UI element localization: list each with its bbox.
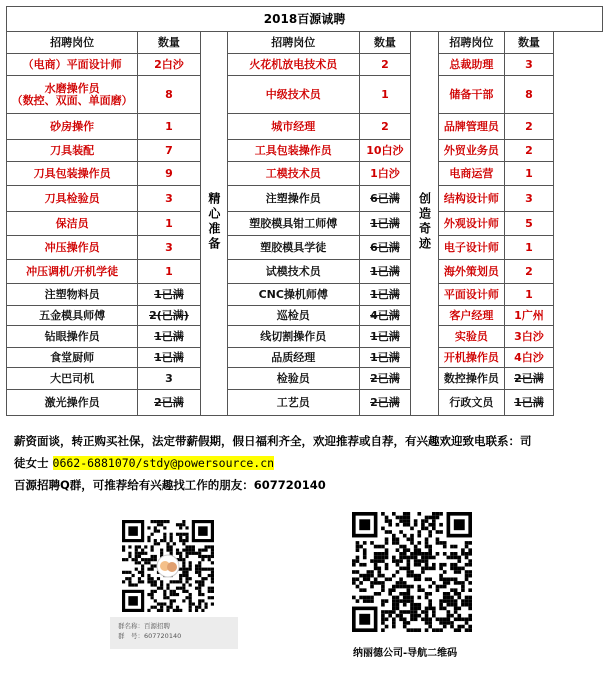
position-name: 客户经理: [438, 306, 505, 326]
position-name: 冲压操作员: [7, 236, 138, 260]
position-name: 注塑操作员: [227, 186, 359, 212]
sheet-title: 2018百源诚聘: [6, 6, 603, 32]
position-count: 3: [505, 54, 554, 76]
position-count: 3: [138, 186, 201, 212]
company-qr-caption: 纳丽德公司-导航二维码: [353, 648, 458, 659]
vertical-slogan: [411, 32, 438, 416]
table-row: [7, 236, 603, 260]
position-name: 冲压调机/开机学徒: [7, 260, 138, 284]
position-name: 电商运营: [438, 162, 505, 186]
position-count: 6已满: [359, 186, 411, 212]
qq-group-qr-code: [118, 520, 218, 612]
position-count: 2: [505, 260, 554, 284]
header-position: 招聘岗位: [7, 32, 138, 54]
position-name: 五金模具师傅: [7, 306, 138, 326]
footer-text: [14, 430, 599, 496]
table-row: [7, 54, 603, 76]
position-name: 中级技术员: [227, 76, 359, 114]
position-name: 线切割操作员: [227, 326, 359, 348]
position-name: （电商）平面设计师: [7, 54, 138, 76]
position-count: 3: [138, 236, 201, 260]
position-count: 1已满: [505, 390, 554, 416]
position-count: 1已满: [138, 348, 201, 368]
table-row: [7, 114, 603, 140]
position-count: 2: [505, 140, 554, 162]
position-name: 实验员: [438, 326, 505, 348]
vertical-slogan-text: 创造奇迹: [417, 192, 432, 252]
recruitment-table: [6, 31, 603, 416]
position-name: 总裁助理: [438, 54, 505, 76]
contact-phone-email[interactable]: 0662-6881070/stdy@powersource.cn: [52, 456, 275, 470]
position-count: 2已满: [138, 390, 201, 416]
header-count: 数量: [359, 32, 411, 54]
position-name: 砂房操作: [7, 114, 138, 140]
table-row: [7, 390, 603, 416]
position-count: 2: [359, 54, 411, 76]
contact-line: [14, 452, 599, 474]
position-name: 塑胶模具学徒: [227, 236, 359, 260]
table-row: [7, 212, 603, 236]
position-name: 工艺员: [227, 390, 359, 416]
position-count: 1: [138, 114, 201, 140]
position-count: 1广州: [505, 306, 554, 326]
position-name: 塑胶模具钳工师傅: [227, 212, 359, 236]
position-count: 2已满: [359, 368, 411, 390]
position-name: 激光操作员: [7, 390, 138, 416]
position-count: 9: [138, 162, 201, 186]
position-count: 2(已满): [138, 306, 201, 326]
position-count: 10白沙: [359, 140, 411, 162]
vertical-slogan-text: 精心准备: [206, 192, 221, 252]
position-count: 1已满: [359, 326, 411, 348]
table-row: [7, 368, 603, 390]
table-row: [7, 140, 603, 162]
header-count: 数量: [505, 32, 554, 54]
qq-group-card: [110, 617, 238, 649]
position-name: 保洁员: [7, 212, 138, 236]
position-count: 1已满: [359, 284, 411, 306]
position-name: 刀具检验员: [7, 186, 138, 212]
position-name: 外贸业务员: [438, 140, 505, 162]
position-count: 2已满: [505, 368, 554, 390]
position-name: 外观设计师: [438, 212, 505, 236]
position-count: 1: [138, 212, 201, 236]
position-count: 1已满: [359, 348, 411, 368]
table-row: [7, 260, 603, 284]
position-count: 1: [505, 284, 554, 306]
position-name: 品牌管理员: [438, 114, 505, 140]
position-name: 数控操作员: [438, 368, 505, 390]
position-name: 行政文员: [438, 390, 505, 416]
contact-name: 徒女士: [14, 456, 49, 470]
position-name: 刀具包装操作员: [7, 162, 138, 186]
position-count: 2已满: [359, 390, 411, 416]
position-name: 品质经理: [227, 348, 359, 368]
qq-group-name: 群名称：百源招聘: [118, 622, 170, 630]
position-count: 1: [505, 236, 554, 260]
position-name: 食堂厨师: [7, 348, 138, 368]
table-row: [7, 348, 603, 368]
header-position: 招聘岗位: [438, 32, 505, 54]
company-nav-qr-code: [352, 512, 472, 632]
position-name: 平面设计师: [438, 284, 505, 306]
position-count: 1已满: [359, 212, 411, 236]
position-count: 3: [138, 368, 201, 390]
position-name: 水磨操作员 （数控、双面、单面磨）: [7, 76, 138, 114]
vertical-slogan: [200, 32, 227, 416]
position-count: 6已满: [359, 236, 411, 260]
position-name: 注塑物料员: [7, 284, 138, 306]
benefits-line: 薪资面谈，转正购买社保，法定带薪假期，假日福利齐全，欢迎推荐或自荐，有兴趣欢迎致电联系：司: [14, 434, 532, 448]
qq-group-number: 群 号：607720140: [118, 632, 182, 640]
position-count: 1已满: [138, 284, 201, 306]
position-count: 3: [505, 186, 554, 212]
recruitment-sheet: [6, 6, 603, 417]
position-count: 2: [359, 114, 411, 140]
position-name: 开机操作员: [438, 348, 505, 368]
position-count: 3白沙: [505, 326, 554, 348]
position-name: 巡检员: [227, 306, 359, 326]
table-row: [7, 306, 603, 326]
position-name: 大巴司机: [7, 368, 138, 390]
position-count: 2: [505, 114, 554, 140]
position-count: 1: [505, 162, 554, 186]
position-count: 7: [138, 140, 201, 162]
table-row: [7, 326, 603, 348]
position-name: 海外策划员: [438, 260, 505, 284]
table-row: [7, 284, 603, 306]
position-count: 1: [359, 76, 411, 114]
position-name: 钻眼操作员: [7, 326, 138, 348]
header-position: 招聘岗位: [227, 32, 359, 54]
position-count: 1已满: [359, 260, 411, 284]
table-row: [7, 162, 603, 186]
table-row: [7, 76, 603, 114]
position-name: 检验员: [227, 368, 359, 390]
position-name: 电子设计师: [438, 236, 505, 260]
position-count: 4白沙: [505, 348, 554, 368]
position-name: 工具包装操作员: [227, 140, 359, 162]
qq-group-line: 百源招聘Q群，可推荐给有兴趣找工作的朋友：607720140: [14, 478, 326, 492]
position-count: 8: [138, 76, 201, 114]
position-count: 4已满: [359, 306, 411, 326]
position-name: 城市经理: [227, 114, 359, 140]
position-name: 工模技术员: [227, 162, 359, 186]
position-name: 刀具装配: [7, 140, 138, 162]
position-name: 结构设计师: [438, 186, 505, 212]
position-count: 2白沙: [138, 54, 201, 76]
position-count: 1白沙: [359, 162, 411, 186]
position-count: 1已满: [138, 326, 201, 348]
table-row: [7, 186, 603, 212]
position-count: 5: [505, 212, 554, 236]
position-count: 8: [505, 76, 554, 114]
position-name: 火花机放电技术员: [227, 54, 359, 76]
position-count: 1: [138, 260, 201, 284]
position-name: CNC操机师傅: [227, 284, 359, 306]
position-name: 储备干部: [438, 76, 505, 114]
header-count: 数量: [138, 32, 201, 54]
position-name: 试模技术员: [227, 260, 359, 284]
